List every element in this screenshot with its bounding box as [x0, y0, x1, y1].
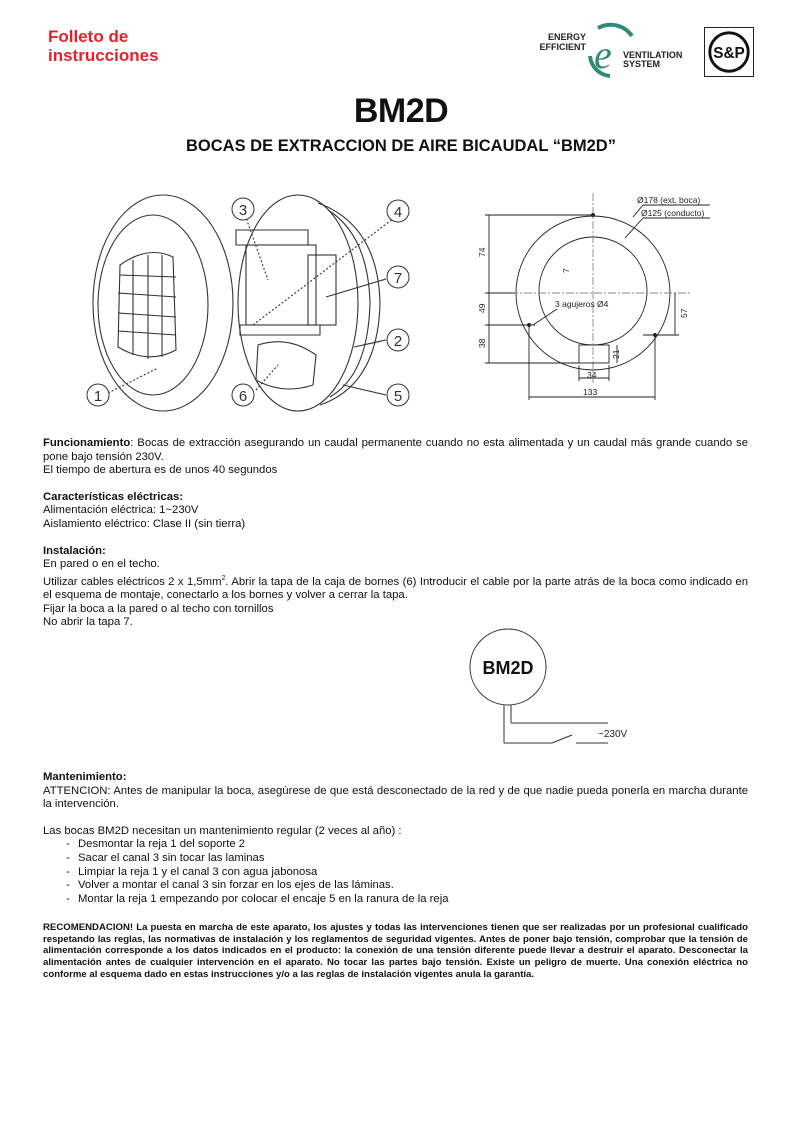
installation-location: En pared o en el techo. [43, 558, 160, 571]
maintenance-step: - Sacar el canal 3 sin tocar las laminas [43, 852, 748, 866]
svg-text:6: 6 [238, 388, 248, 405]
electrical-insulation: Aislamiento eléctrico: Clase II (sin tierra) [43, 517, 246, 530]
wiring-diagram [448, 625, 658, 745]
maintenance-step: - Limpiar la reja 1 y el canal 3 con agua jabonosa [43, 866, 748, 880]
svg-text:34: 34 [587, 370, 597, 380]
operation-section [43, 437, 748, 630]
energy-efficient-logo [528, 20, 693, 80]
operation-paragraph: Funcionamiento: Bocas de extracción asegurando un caudal permanente cuando no esta alimentada y un caudal más grande cuando se pone bajo tensión 230V. [43, 437, 748, 463]
dimension-drawing [465, 185, 725, 410]
installation-wiring: Utilizar cables eléctricos 2 x $1,5mm^2$. Abrir la tapa de la caja de bornes (6) Introducir el cable por la parte atrás de la boca como indicado en el esquema de montaje, conectarlo a los bornes y volver a cerrar la tapa. [43, 574, 748, 602]
wiring-device-label: BM2D [482, 658, 534, 678]
operation-label: Funcionamiento [43, 437, 131, 449]
exploded-view-diagram [58, 185, 428, 425]
svg-text:7: 7 [393, 270, 403, 287]
installation-heading: Instalación: [43, 544, 106, 557]
installation-warning: No abrir la tapa 7. [43, 616, 133, 629]
maintenance-steps [43, 838, 748, 906]
electrical-heading: Características eléctricas: [43, 490, 184, 503]
svg-text:4: 4 [393, 204, 403, 221]
svg-text:5: 5 [393, 388, 403, 405]
svg-text:VENTILATION: VENTILATION [623, 50, 683, 60]
svg-text:3: 3 [238, 202, 248, 219]
svg-text:S&P: S&P [713, 44, 745, 62]
svg-text:ENERGY: ENERGY [547, 32, 586, 42]
brochure-label-line1: Folleto de [48, 27, 129, 46]
svg-text:74: 74 [477, 247, 487, 257]
page-subtitle: BOCAS DE EXTRACCION DE AIRE BICAUDAL “BM2D” [186, 137, 616, 155]
svg-text:e: e [594, 32, 612, 77]
svg-text:EFFICIENT: EFFICIENT [539, 42, 586, 52]
svg-text:Ø125 (conducto): Ø125 (conducto) [641, 208, 705, 218]
svg-text:SYSTEM: SYSTEM [623, 59, 661, 69]
svg-text:38: 38 [477, 338, 487, 348]
svg-text:7: 7 [561, 268, 571, 273]
sp-brand-logo [704, 27, 754, 77]
svg-text:133: 133 [583, 387, 598, 397]
svg-text:21: 21 [611, 349, 621, 359]
maintenance-section [43, 771, 748, 906]
svg-text:1: 1 [93, 388, 103, 405]
wiring-voltage-label: ~230V [598, 729, 628, 740]
maintenance-heading: Mantenimiento: [43, 771, 127, 783]
maintenance-warning: ATTENCION: Antes de manipular la boca, asegúrese de que está desconectado de la red y de que nadie pueda ponerla en marcha durante la intervención. [43, 784, 748, 811]
svg-text:2: 2 [393, 333, 403, 350]
safety-recommendation: RECOMENDACION! La puesta en marcha de este aparato, los ajustes y todas las intervenciones tienen que ser realizadas por un profesional cualificado respetando las reglas, las normativas de instalación y los reglamentos de seguridad vigentes. Antes de poner bajo tensión, comprobar que la tensión de alimentación corresponde a los datos indicados en el producto: la conexión de una tensión diferente puede llevar a destruir el aparato. Desconectar la alimentación antes de cualquier intervención en el aparato. No tocar las partes bajo tensión. Existe un peligro de muerte. Una conexión eléctrica no conforme al esquema dado en estas instrucciones y/o a las reglas de instalación vigentes anula la garantía. [43, 922, 748, 980]
maintenance-step: - Desmontar la reja 1 del soporte 2 [43, 838, 748, 852]
brochure-label [48, 27, 159, 65]
electrical-supply: Alimentación eléctrica: 1~230V [43, 504, 199, 517]
maintenance-step: - Montar la reja 1 empezando por colocar el encaje 5 en la ranura de la reja [43, 893, 748, 907]
brochure-label-line2: instrucciones [48, 46, 159, 65]
page-title: BM2D [353, 92, 449, 130]
opening-time: El tiempo de abertura es de unos 40 segundos [43, 464, 278, 477]
svg-text:3 agujeros Ø4: 3 agujeros Ø4 [555, 299, 609, 309]
maintenance-step: - Volver a montar el canal 3 sin forzar en los ejes de las láminas. [43, 879, 748, 893]
svg-text:Ø178 (ext. boca): Ø178 (ext. boca) [637, 195, 701, 205]
svg-text:49: 49 [477, 303, 487, 313]
maintenance-intro: Las bocas BM2D necesitan un mantenimiento regular (2 veces al año) : [43, 824, 402, 837]
svg-text:57: 57 [679, 308, 689, 318]
installation-fixing: Fijar la boca a la pared o al techo con tornillos [43, 602, 274, 615]
